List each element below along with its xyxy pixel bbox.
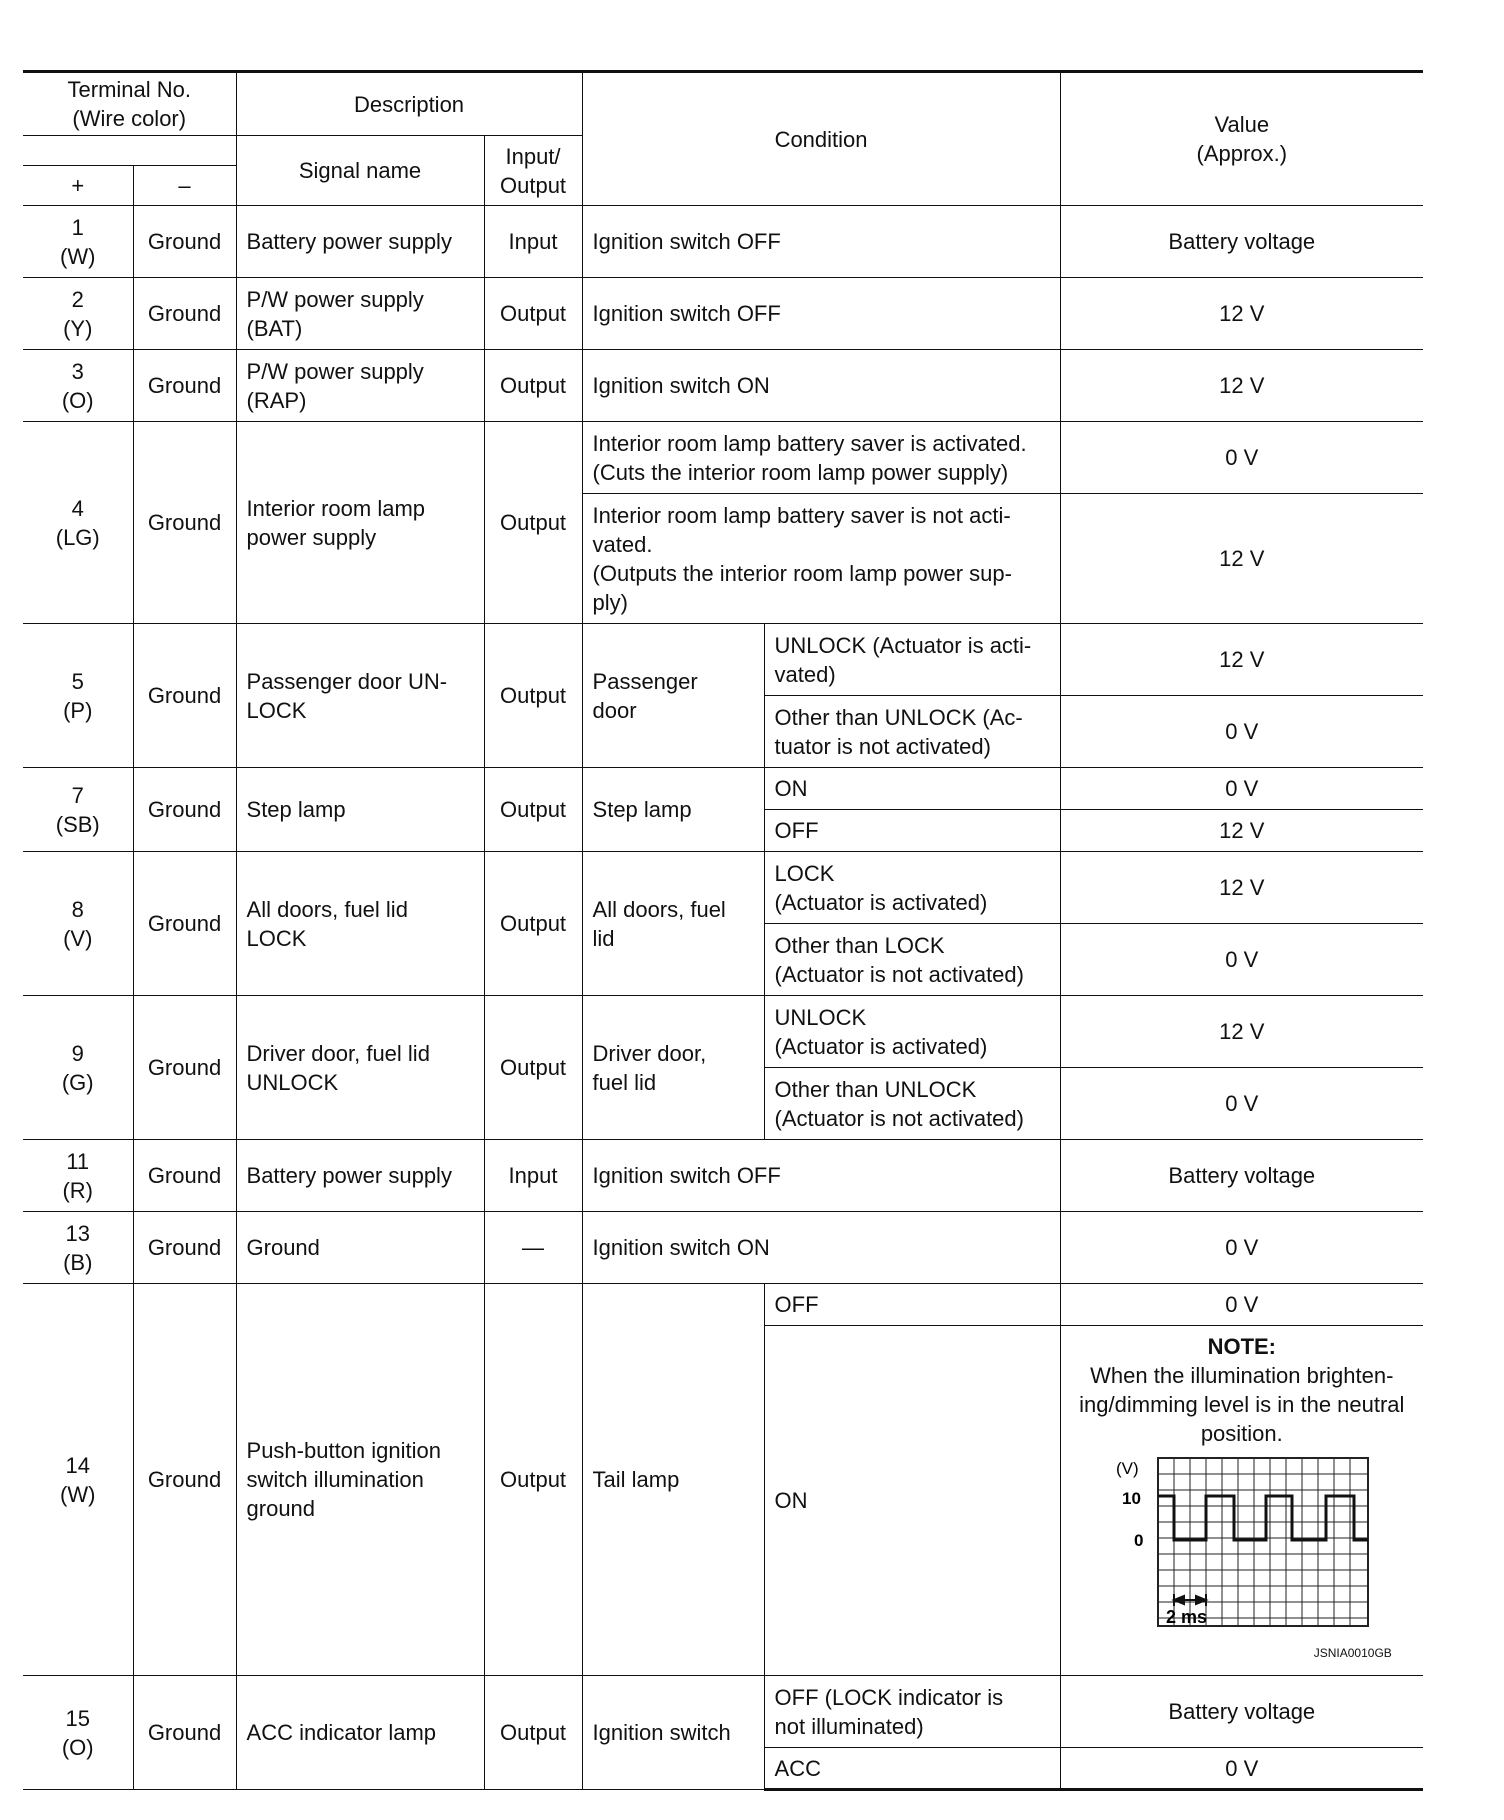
- table-cell: [23, 422, 133, 624]
- cell-text-line: lid: [592, 925, 615, 951]
- cell-text-line: Interior room lamp battery saver is activated.: [592, 430, 1027, 456]
- table-row: [23, 278, 1423, 350]
- table-cell: 0 V: [1060, 1212, 1423, 1284]
- table-cell: 12 V: [1060, 810, 1423, 852]
- cell-text-line: 4: [71, 495, 84, 521]
- table-row: [23, 422, 1423, 494]
- table-cell: [236, 996, 484, 1140]
- cell-text-line: (Approx.): [1196, 141, 1288, 166]
- cell-text-line: LOCK: [246, 925, 307, 951]
- cell-text-line: Value: [1214, 112, 1270, 137]
- table-cell: 0 V: [1060, 924, 1423, 996]
- table-cell: [23, 1284, 133, 1676]
- table-cell: Ground: [133, 1212, 236, 1284]
- table-cell: —: [484, 1212, 582, 1284]
- table-row: [23, 1676, 1423, 1748]
- wave-0-label: 0: [1133, 1531, 1144, 1550]
- table-cell: Ground: [133, 350, 236, 422]
- table-cell: Ground: [133, 996, 236, 1140]
- table-cell: Ground: [133, 1284, 236, 1676]
- wave-10-label: 10: [1121, 1489, 1141, 1508]
- cell-text-line: (Actuator is activated): [774, 889, 988, 915]
- table-cell: Output: [484, 624, 582, 768]
- cell-text-line: switch illumination: [246, 1467, 424, 1492]
- table-cell: 0 V: [1060, 422, 1423, 494]
- cell-text-line: P/W power supply: [246, 286, 424, 312]
- table-cell: Battery power supply: [236, 206, 484, 278]
- header-terminal-fill: [23, 136, 236, 166]
- table-cell: [236, 422, 484, 624]
- table-cell: Ground: [133, 768, 236, 852]
- table-cell: [23, 1140, 133, 1212]
- table-cell: Ground: [133, 1140, 236, 1212]
- table-cell: Ground: [133, 852, 236, 996]
- table-cell: [764, 924, 1060, 996]
- table-cell: Output: [484, 422, 582, 624]
- header-value: [1060, 72, 1423, 206]
- table-cell: OFF: [764, 810, 1060, 852]
- cell-text-line: ground: [246, 1496, 316, 1521]
- cell-text-line: (Y): [63, 315, 93, 341]
- header-plus: +: [23, 166, 133, 206]
- header-input-output: [484, 136, 582, 206]
- cell-text-line: (Actuator is not activated): [774, 961, 1024, 987]
- cell-text-line: Push-button ignition: [246, 1438, 441, 1463]
- table-cell: [582, 852, 764, 996]
- cell-text-line: OFF (LOCK indicator is: [774, 1684, 1004, 1710]
- table-cell: [582, 624, 764, 768]
- note-cell: NOTE: When the illumination brighten- ing/dimming level is in the neutral position. (V) 10 0 2 ms JSNIA0010GB: [1060, 1326, 1423, 1676]
- table-row: [23, 206, 1423, 278]
- table-cell: Ground: [133, 624, 236, 768]
- table-cell: Output: [484, 1284, 582, 1676]
- cell-text-line: Other than UNLOCK (Ac-: [774, 704, 1023, 730]
- cell-text-line: vated.: [592, 531, 653, 557]
- cell-text-line: (Cuts the interior room lamp power supply): [592, 459, 1009, 485]
- table-cell: [236, 624, 484, 768]
- cell-text-line: Interior room lamp: [246, 495, 426, 521]
- table-cell: [764, 852, 1060, 924]
- cell-text-line: Interior room lamp battery saver is not acti-: [592, 502, 1011, 528]
- table-cell: 0 V: [1060, 1748, 1423, 1790]
- cell-text-line: P/W power supply: [246, 358, 424, 384]
- cell-text-line: Input/: [505, 143, 561, 169]
- cell-text-line: (W): [60, 1481, 96, 1507]
- cell-text-line: (RAP): [246, 387, 307, 413]
- cell-text-line: (V): [63, 925, 93, 951]
- table-cell: [23, 624, 133, 768]
- cell-text-line: 14: [65, 1452, 90, 1478]
- table-cell: [582, 422, 1060, 494]
- cell-text-line: fuel lid: [592, 1069, 657, 1095]
- cell-text-line: (BAT): [246, 315, 303, 341]
- cell-text-line: 9: [71, 1040, 84, 1066]
- wave-period-label: 2 ms: [1165, 1607, 1207, 1627]
- cell-text-line: All doors, fuel lid: [246, 896, 408, 922]
- table-cell: Ignition switch: [582, 1676, 764, 1790]
- table-row: [23, 996, 1423, 1068]
- cell-text-line: vated): [774, 661, 836, 687]
- cell-text-line: 5: [71, 668, 84, 694]
- table-cell: Input: [484, 206, 582, 278]
- table-cell: [764, 1676, 1060, 1748]
- table-cell: Ignition switch ON: [582, 1212, 1060, 1284]
- cell-text-line: Terminal No.: [67, 77, 191, 102]
- table-cell: Input: [484, 1140, 582, 1212]
- table-cell: [23, 350, 133, 422]
- table-cell: [764, 696, 1060, 768]
- table-cell: [23, 996, 133, 1140]
- table-cell: [236, 852, 484, 996]
- table-cell: [23, 852, 133, 996]
- cell-text-line: Output: [500, 172, 567, 198]
- cell-text-line: (G): [61, 1069, 94, 1095]
- cell-text-line: 7: [71, 782, 84, 808]
- cell-text-line: (W): [60, 243, 96, 269]
- table-cell: [23, 1212, 133, 1284]
- table-cell: ON: [764, 768, 1060, 810]
- table-cell: [23, 206, 133, 278]
- table-cell: Output: [484, 350, 582, 422]
- table-cell: Battery voltage: [1060, 1140, 1423, 1212]
- cell-text-line: Passenger door UN-: [246, 668, 448, 694]
- cell-text-line: ply): [592, 589, 628, 615]
- table-cell: Step lamp: [236, 768, 484, 852]
- table-cell: [764, 1068, 1060, 1140]
- table-cell: Ignition switch OFF: [582, 278, 1060, 350]
- header-signal-name: Signal name: [236, 136, 484, 206]
- cell-text-line: (P): [63, 697, 93, 723]
- cell-text-line: (Actuator is activated): [774, 1033, 988, 1059]
- cell-text-line: 13: [65, 1220, 90, 1246]
- table-cell: [23, 1676, 133, 1790]
- table-cell: 12 V: [1060, 350, 1423, 422]
- table-cell: Ground: [236, 1212, 484, 1284]
- cell-text-line: (R): [62, 1177, 94, 1203]
- cell-text-line: (Outputs the interior room lamp power sup-: [592, 560, 1012, 586]
- table-cell: ACC: [764, 1748, 1060, 1790]
- cell-text-line: Passenger: [592, 668, 698, 694]
- cell-text-line: 8: [71, 896, 84, 922]
- table-cell: 12 V: [1060, 278, 1423, 350]
- cell-text-line: (LG): [55, 524, 100, 550]
- header-terminal: [23, 72, 236, 136]
- table-cell: Ignition switch OFF: [582, 1140, 1060, 1212]
- cell-text-line: LOCK: [246, 697, 307, 723]
- cell-text-line: UNLOCK: [774, 1004, 867, 1030]
- cell-text-line: (B): [63, 1249, 93, 1275]
- table-row: [23, 768, 1423, 810]
- terminal-spec-table: [23, 70, 1423, 1791]
- table-cell: [582, 494, 1060, 624]
- table-cell: [582, 996, 764, 1140]
- waveform-graph: [1092, 1456, 1392, 1656]
- cell-text-line: (Actuator is not activated): [774, 1105, 1024, 1131]
- table-cell: [23, 768, 133, 852]
- table-cell: Ignition switch ON: [582, 350, 1060, 422]
- table-cell: Output: [484, 768, 582, 852]
- cell-text-line: (O): [61, 1734, 94, 1760]
- cell-text-line: 2: [71, 286, 84, 312]
- table-cell: Step lamp: [582, 768, 764, 852]
- cell-text-line: Other than UNLOCK: [774, 1076, 977, 1102]
- cell-text-line: not illuminated): [774, 1713, 924, 1739]
- table-cell: Ground: [133, 1676, 236, 1790]
- table-cell: Battery voltage: [1060, 1676, 1423, 1748]
- header-condition: Condition: [582, 72, 1060, 206]
- table-row: [23, 350, 1423, 422]
- cell-text-line: Driver door, fuel lid: [246, 1040, 430, 1066]
- table-cell: Output: [484, 278, 582, 350]
- figure-code: JSNIA0010GB: [1313, 1646, 1392, 1660]
- table-cell: Battery voltage: [1060, 206, 1423, 278]
- table-cell: 0 V: [1060, 768, 1423, 810]
- table-cell: Output: [484, 1676, 582, 1790]
- cell-text-line: tuator is not activated): [774, 733, 991, 759]
- table-cell: [236, 350, 484, 422]
- table-cell: 0 V: [1060, 1284, 1423, 1326]
- table-row: [23, 624, 1423, 696]
- table-row: [23, 1140, 1423, 1212]
- table-cell: 12 V: [1060, 624, 1423, 696]
- table-cell: [236, 278, 484, 350]
- cell-text-line: power supply: [246, 524, 377, 550]
- cell-text-line: LOCK: [774, 860, 835, 886]
- cell-text-line: (SB): [55, 811, 100, 837]
- cell-text-line: 3: [71, 358, 84, 384]
- table-cell: 12 V: [1060, 494, 1423, 624]
- table-cell: [236, 1284, 484, 1676]
- waveform-figure: [1092, 1456, 1392, 1666]
- table-cell: 0 V: [1060, 696, 1423, 768]
- table-cell: Battery power supply: [236, 1140, 484, 1212]
- table-cell: 12 V: [1060, 852, 1423, 924]
- cell-text-line: (O): [61, 387, 94, 413]
- header-minus: –: [133, 166, 236, 206]
- table-row: [23, 852, 1423, 924]
- table-cell: Ignition switch OFF: [582, 206, 1060, 278]
- table-cell: [23, 278, 133, 350]
- table-cell: Ground: [133, 422, 236, 624]
- table-cell: 12 V: [1060, 996, 1423, 1068]
- table-cell: Ground: [133, 278, 236, 350]
- table-cell: Output: [484, 996, 582, 1140]
- table-cell: Tail lamp: [582, 1284, 764, 1676]
- cell-text-line: 1: [71, 214, 84, 240]
- cell-text-line: Driver door,: [592, 1040, 707, 1066]
- table-cell: Ground: [133, 206, 236, 278]
- cell-text-line: (Wire color): [72, 106, 187, 131]
- cell-text-line: 15: [65, 1705, 90, 1731]
- table-row: [23, 1284, 1423, 1326]
- cell-text-line: All doors, fuel: [592, 896, 726, 922]
- cell-text-line: Other than LOCK: [774, 932, 945, 958]
- table-row: [23, 1212, 1423, 1284]
- header-description: Description: [236, 72, 582, 136]
- cell-text-line: UNLOCK (Actuator is acti-: [774, 632, 1032, 658]
- cell-text-line: door: [592, 697, 637, 723]
- wave-unit-label: (V): [1115, 1459, 1139, 1478]
- table-cell: Output: [484, 852, 582, 996]
- table-cell: [764, 624, 1060, 696]
- table-cell: ON: [764, 1326, 1060, 1676]
- table-cell: [764, 996, 1060, 1068]
- table-cell: 0 V: [1060, 1068, 1423, 1140]
- table-cell: OFF: [764, 1284, 1060, 1326]
- cell-text-line: UNLOCK: [246, 1069, 339, 1095]
- table-cell: ACC indicator lamp: [236, 1676, 484, 1790]
- cell-text-line: 11: [66, 1148, 90, 1174]
